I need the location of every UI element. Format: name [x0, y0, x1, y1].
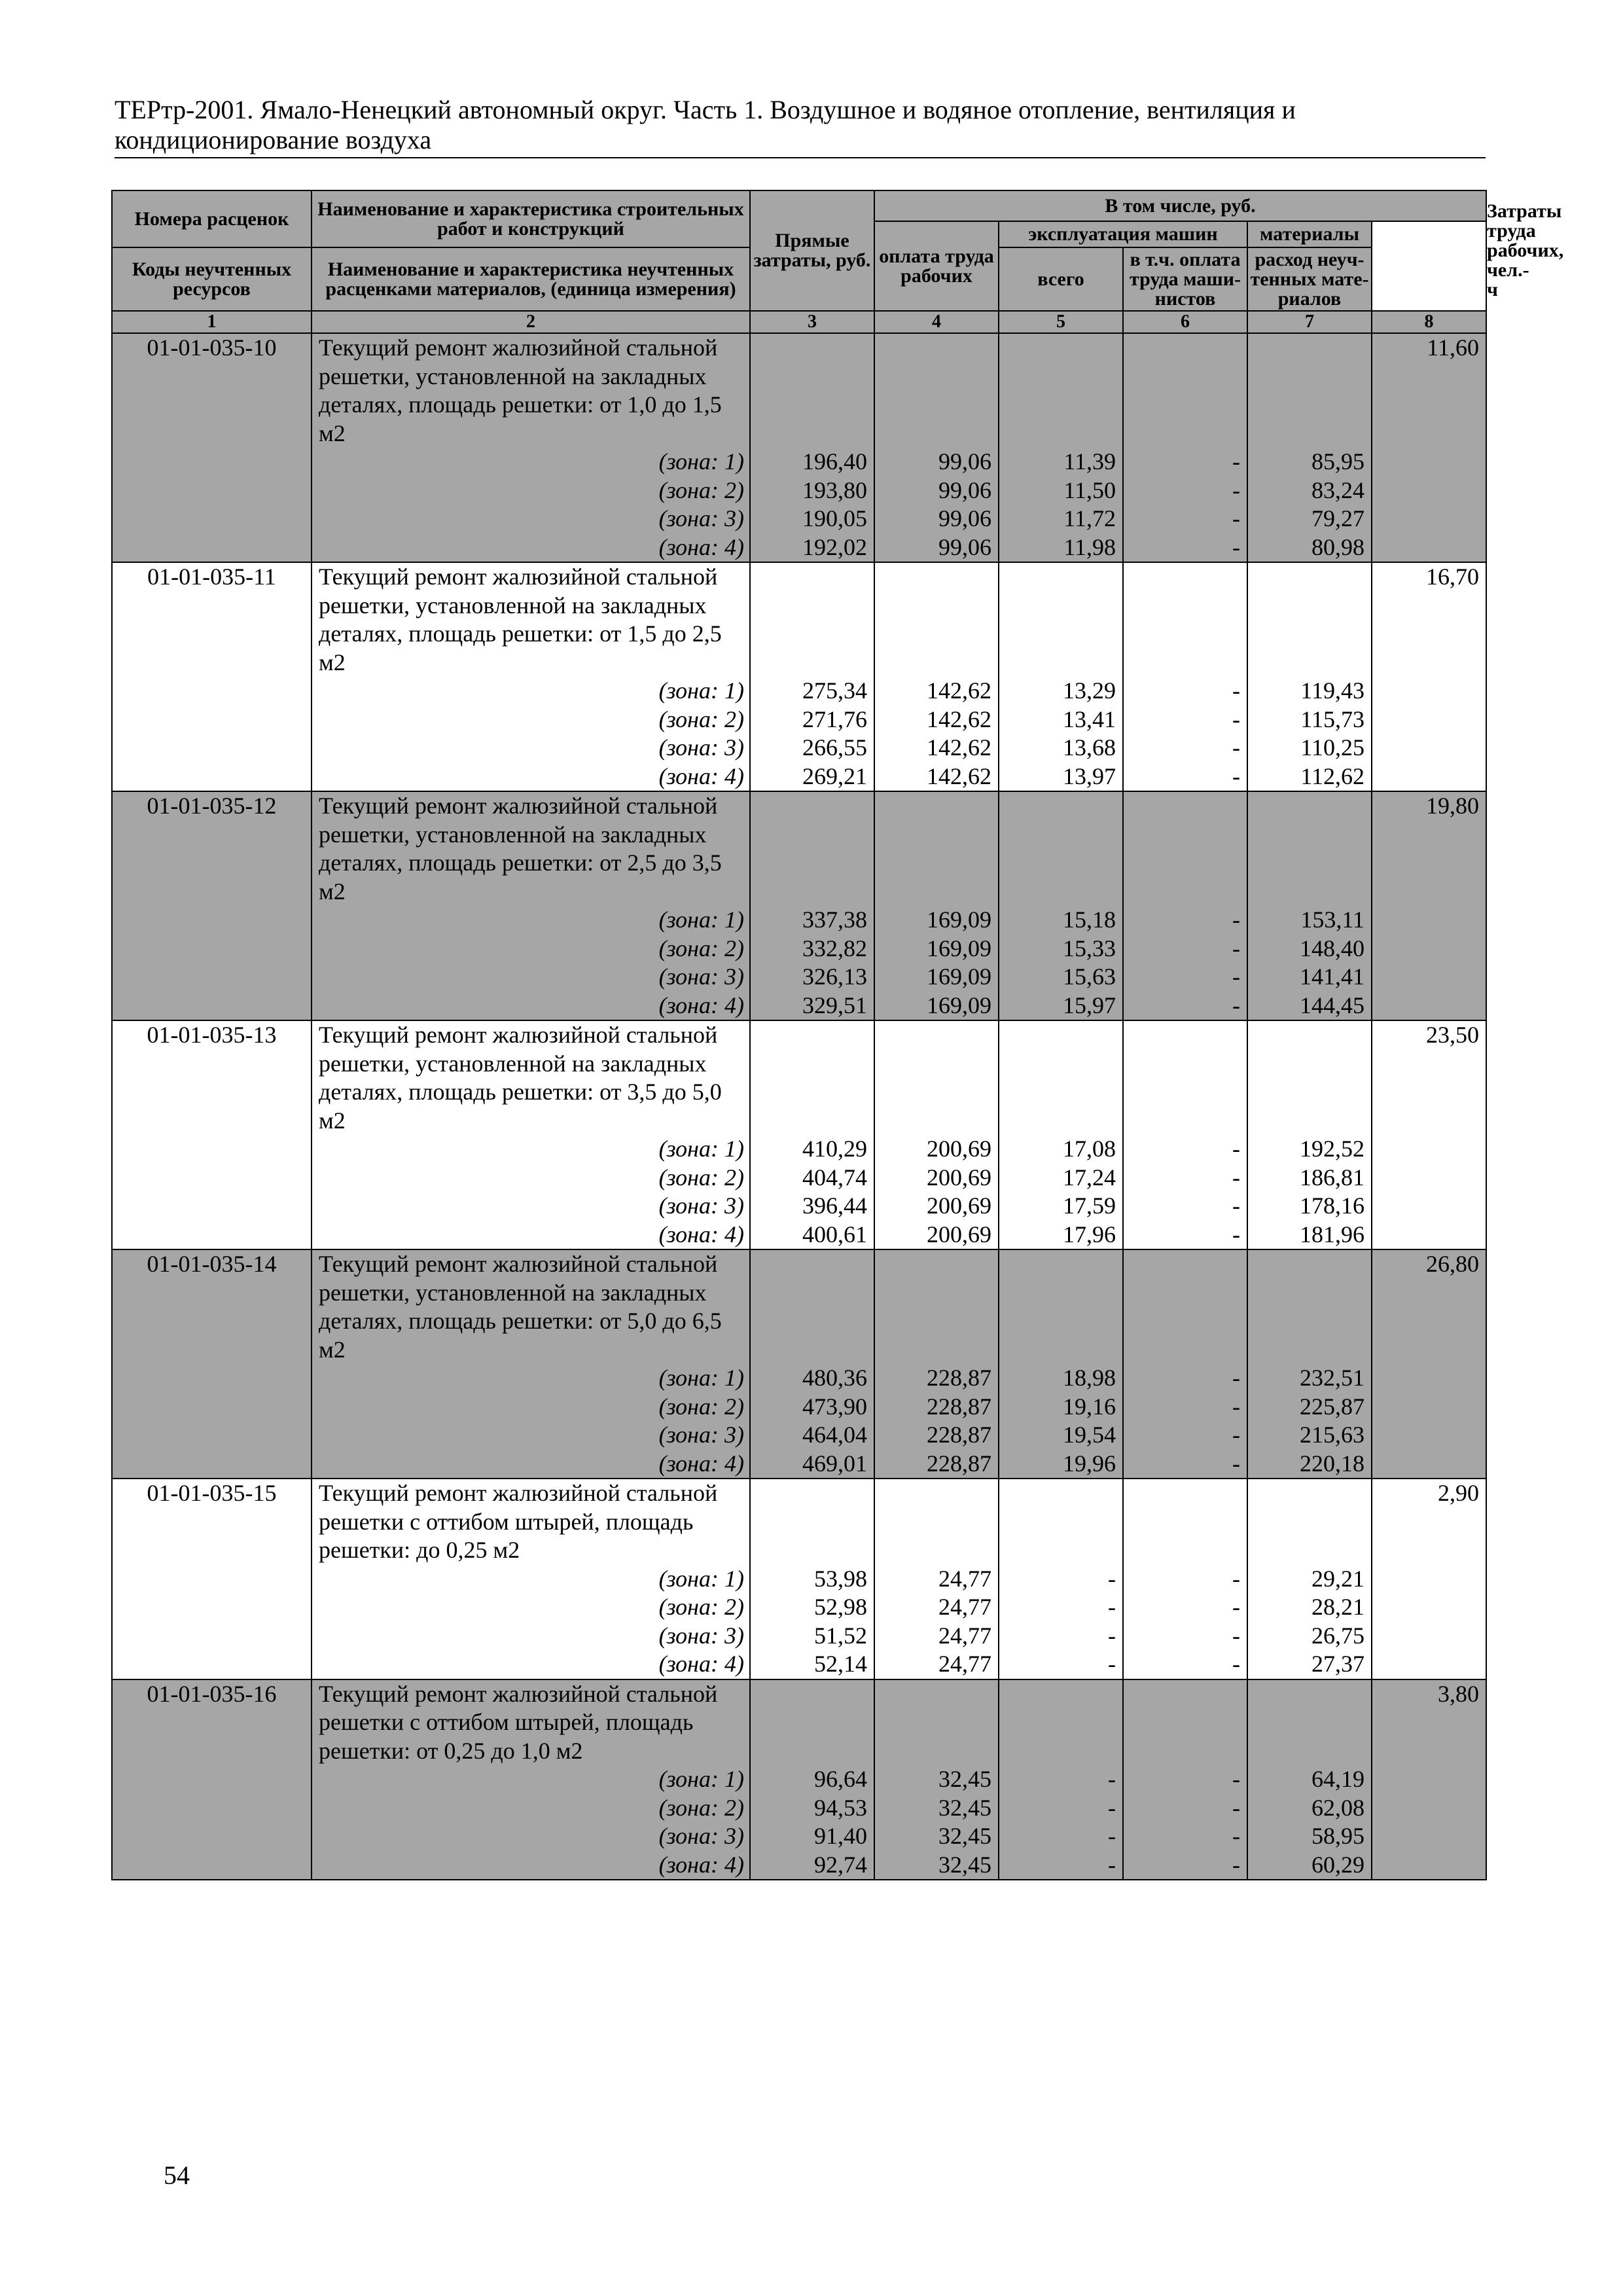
- name-spacer: [751, 1250, 867, 1364]
- zone-label: (зона: 4): [658, 1450, 744, 1477]
- zone-label: (зона: 1): [658, 448, 744, 475]
- value: -: [1108, 1565, 1116, 1592]
- value: -: [1232, 448, 1240, 475]
- value: 19,54: [1063, 1422, 1116, 1448]
- name-spacer: [999, 1250, 1116, 1364]
- value: 18,98: [1063, 1365, 1116, 1391]
- value: 17,08: [1063, 1136, 1116, 1162]
- value: -: [1232, 1651, 1240, 1677]
- rate-code: 01-01-035-11: [112, 562, 312, 791]
- name-spacer: [1124, 1250, 1240, 1364]
- name-spacer: [1124, 792, 1240, 906]
- value: 200,69: [927, 1193, 991, 1219]
- value: 92,74: [814, 1851, 867, 1878]
- rate-code: 01-01-035-14: [112, 1249, 312, 1479]
- machinist-pay-cell: [1123, 1479, 1247, 1679]
- value: 19,16: [1063, 1393, 1116, 1420]
- value: 96,64: [814, 1766, 867, 1792]
- value: 192,02: [802, 533, 867, 560]
- value: 112,62: [1300, 762, 1364, 789]
- value: 228,87: [927, 1450, 991, 1477]
- value: -: [1232, 1221, 1240, 1247]
- header-material-name: Наименование и характеристика неучтенных расценками материалов, (единица измерения): [312, 247, 750, 311]
- name-spacer: [1124, 563, 1240, 677]
- machines-cell: [999, 562, 1123, 791]
- name-spacer: [751, 792, 867, 906]
- value: 215,63: [1300, 1422, 1364, 1448]
- value: 186,81: [1300, 1164, 1364, 1191]
- name-spacer: [999, 1479, 1116, 1565]
- worker-pay-cell: [874, 1249, 999, 1479]
- value: 190,05: [802, 505, 867, 531]
- zone-label: (зона: 1): [658, 1365, 744, 1391]
- zone-label: (зона: 2): [658, 935, 744, 961]
- value: 11,50: [1063, 476, 1116, 503]
- value: 142,62: [927, 762, 991, 789]
- header-resource-codes: Коды неучтенных ресурсов: [112, 247, 312, 311]
- value: 220,18: [1300, 1450, 1364, 1477]
- value: 99,06: [938, 448, 991, 475]
- value: 80,98: [1311, 533, 1364, 560]
- header-worker-pay: оплата труда рабочих: [874, 221, 999, 311]
- machines-cell: [999, 1249, 1123, 1479]
- table-row: [112, 1020, 1486, 1249]
- zone-label: (зона: 1): [658, 906, 744, 933]
- name-spacer: [751, 1680, 867, 1766]
- value: 24,77: [938, 1565, 991, 1592]
- machines-cell: [999, 791, 1123, 1020]
- value: 15,97: [1063, 992, 1116, 1018]
- table-row: [112, 333, 1486, 562]
- name-spacer: [751, 334, 867, 448]
- value: 196,40: [802, 448, 867, 475]
- name-spacer: [1124, 1680, 1240, 1766]
- zone-label: (зона: 3): [658, 505, 744, 531]
- value: 17,96: [1063, 1221, 1116, 1247]
- direct-cost-cell: [750, 333, 874, 562]
- name-spacer: [1248, 1250, 1364, 1364]
- column-number: 8: [1372, 311, 1486, 333]
- value: -: [1108, 1766, 1116, 1792]
- value: -: [1232, 505, 1240, 531]
- worker-pay-cell: [874, 1479, 999, 1679]
- name-spacer: [999, 792, 1116, 906]
- value: 115,73: [1300, 706, 1364, 732]
- value: -: [1232, 906, 1240, 933]
- value: 144,45: [1300, 992, 1364, 1018]
- name-spacer: [1248, 1479, 1364, 1565]
- value: 169,09: [927, 963, 991, 990]
- labor-cost: 11,60: [1372, 333, 1486, 562]
- rate-code: 01-01-035-10: [112, 333, 312, 562]
- value: 181,96: [1300, 1221, 1364, 1247]
- value: 51,52: [814, 1622, 867, 1649]
- value: -: [1232, 1594, 1240, 1620]
- value: 94,53: [814, 1794, 867, 1821]
- direct-cost-cell: [750, 791, 874, 1020]
- value: 228,87: [927, 1393, 991, 1420]
- value: 148,40: [1300, 935, 1364, 961]
- zone-label: (зона: 2): [658, 1164, 744, 1191]
- value: 142,62: [927, 734, 991, 761]
- value: 58,95: [1311, 1823, 1364, 1849]
- name-spacer: [1248, 792, 1364, 906]
- direct-cost-cell: [750, 1479, 874, 1679]
- materials-cell: [1247, 333, 1372, 562]
- header-direct-costs: Прямые затраты, руб.: [750, 190, 874, 311]
- value: 29,21: [1311, 1565, 1364, 1592]
- rate-name-cell: [312, 333, 750, 562]
- zone-label: (зона: 4): [658, 762, 744, 789]
- value: 32,45: [938, 1794, 991, 1821]
- table-row: [112, 562, 1486, 791]
- value: 269,21: [802, 762, 867, 789]
- value: 83,24: [1311, 476, 1364, 503]
- value: 329,51: [802, 992, 867, 1018]
- name-spacer: [999, 563, 1116, 677]
- value: 228,87: [927, 1365, 991, 1391]
- name-spacer: [751, 1021, 867, 1135]
- zone-label: (зона: 4): [658, 533, 744, 560]
- value: 228,87: [927, 1422, 991, 1448]
- machinist-pay-cell: [1123, 333, 1247, 562]
- labor-cost: 16,70: [1372, 562, 1486, 791]
- value: 62,08: [1311, 1794, 1364, 1821]
- rate-name: Текущий ремонт жалюзийной стальной решетки с оттибом штырей, площадь решетки: до 0,25 м2: [319, 1480, 718, 1563]
- name-spacer: [875, 1479, 991, 1565]
- worker-pay-cell: [874, 333, 999, 562]
- value: 169,09: [927, 992, 991, 1018]
- name-spacer: [875, 334, 991, 448]
- value: -: [1232, 1794, 1240, 1821]
- labor-cost: 26,80: [1372, 1249, 1486, 1479]
- value: 200,69: [927, 1136, 991, 1162]
- worker-pay-cell: [874, 1679, 999, 1880]
- value: -: [1108, 1851, 1116, 1878]
- materials-cell: [1247, 791, 1372, 1020]
- value: 99,06: [938, 533, 991, 560]
- value: 99,06: [938, 476, 991, 503]
- value: 11,72: [1063, 505, 1116, 531]
- value: 153,11: [1300, 906, 1364, 933]
- zone-label: (зона: 3): [658, 1422, 744, 1448]
- name-spacer: [1248, 334, 1364, 448]
- labor-cost: 19,80: [1372, 791, 1486, 1020]
- header-unaccounted-materials: расход неуч-тенных мате-риалов: [1247, 247, 1372, 311]
- machines-cell: [999, 1679, 1123, 1880]
- value: 141,41: [1300, 963, 1364, 990]
- name-spacer: [875, 1250, 991, 1364]
- name-spacer: [999, 1021, 1116, 1135]
- machinist-pay-cell: [1123, 1020, 1247, 1249]
- name-spacer: [1124, 334, 1240, 448]
- value: 24,77: [938, 1651, 991, 1677]
- value: 15,63: [1063, 963, 1116, 990]
- value: 13,68: [1063, 734, 1116, 761]
- value: 110,25: [1300, 734, 1364, 761]
- value: -: [1108, 1622, 1116, 1649]
- header-work-name: Наименование и характеристика строительных работ и конструкций: [312, 190, 750, 247]
- value: -: [1232, 1766, 1240, 1792]
- value: 326,13: [802, 963, 867, 990]
- value: 27,37: [1311, 1651, 1364, 1677]
- value: 400,61: [802, 1221, 867, 1247]
- machinist-pay-cell: [1123, 1249, 1247, 1479]
- value: 32,45: [938, 1851, 991, 1878]
- materials-cell: [1247, 1679, 1372, 1880]
- direct-cost-cell: [750, 562, 874, 791]
- zone-label: (зона: 2): [658, 1393, 744, 1420]
- value: 142,62: [927, 677, 991, 704]
- value: -: [1232, 1393, 1240, 1420]
- column-number: 2: [312, 311, 750, 333]
- value: 60,29: [1311, 1851, 1364, 1878]
- value: 52,14: [814, 1651, 867, 1677]
- rate-name-cell: [312, 562, 750, 791]
- value: -: [1108, 1594, 1116, 1620]
- page-number: 54: [164, 2161, 190, 2190]
- value: 52,98: [814, 1594, 867, 1620]
- value: 19,96: [1063, 1450, 1116, 1477]
- labor-cost: 3,80: [1372, 1679, 1486, 1880]
- zone-label: (зона: 3): [658, 734, 744, 761]
- machinist-pay-cell: [1123, 562, 1247, 791]
- name-spacer: [1248, 1680, 1364, 1766]
- value: -: [1232, 935, 1240, 961]
- value: -: [1108, 1651, 1116, 1677]
- value: -: [1232, 1193, 1240, 1219]
- value: -: [1232, 1622, 1240, 1649]
- value: 178,16: [1300, 1193, 1364, 1219]
- value: 15,18: [1063, 906, 1116, 933]
- zone-label: (зона: 1): [658, 1766, 744, 1792]
- value: -: [1232, 1565, 1240, 1592]
- name-spacer: [999, 334, 1116, 448]
- name-spacer: [751, 1479, 867, 1565]
- value: -: [1232, 1365, 1240, 1391]
- machines-cell: [999, 1479, 1123, 1679]
- machinist-pay-cell: [1123, 1679, 1247, 1880]
- zone-label: (зона: 1): [658, 1565, 744, 1592]
- value: 32,45: [938, 1823, 991, 1849]
- name-spacer: [875, 1680, 991, 1766]
- value: 28,21: [1311, 1594, 1364, 1620]
- value: 169,09: [927, 935, 991, 961]
- value: 32,45: [938, 1766, 991, 1792]
- column-number: 1: [112, 311, 312, 333]
- value: 464,04: [802, 1422, 867, 1448]
- value: 200,69: [927, 1164, 991, 1191]
- value: 11,98: [1063, 533, 1116, 560]
- zone-label: (зона: 4): [658, 1851, 744, 1878]
- zone-label: (зона: 3): [658, 1622, 744, 1649]
- value: 192,52: [1300, 1136, 1364, 1162]
- name-spacer: [1124, 1021, 1240, 1135]
- labor-cost: 2,90: [1372, 1479, 1486, 1679]
- value: 91,40: [814, 1823, 867, 1849]
- value: -: [1232, 1823, 1240, 1849]
- zone-label: (зона: 4): [658, 992, 744, 1018]
- machines-cell: [999, 333, 1123, 562]
- value: -: [1108, 1794, 1116, 1821]
- header-machine-operation: эксплуатация машин: [999, 221, 1247, 247]
- value: 225,87: [1300, 1393, 1364, 1420]
- zone-label: (зона: 1): [658, 677, 744, 704]
- direct-cost-cell: [750, 1020, 874, 1249]
- table-row: [112, 1249, 1486, 1479]
- value: -: [1232, 762, 1240, 789]
- rates-table: [111, 190, 1564, 1880]
- value: 26,75: [1311, 1622, 1364, 1649]
- header-total: всего: [999, 247, 1123, 311]
- table-body: [112, 333, 1486, 1880]
- value: 232,51: [1300, 1365, 1364, 1391]
- value: -: [1232, 1450, 1240, 1477]
- value: 13,97: [1063, 762, 1116, 789]
- value: 15,33: [1063, 935, 1116, 961]
- name-spacer: [1248, 563, 1364, 677]
- value: -: [1232, 734, 1240, 761]
- value: 119,43: [1300, 677, 1364, 704]
- value: -: [1232, 992, 1240, 1018]
- value: 200,69: [927, 1221, 991, 1247]
- value: 271,76: [802, 706, 867, 732]
- direct-cost-cell: [750, 1679, 874, 1880]
- value: 396,44: [802, 1193, 867, 1219]
- rate-code: 01-01-035-15: [112, 1479, 312, 1679]
- rate-name: Текущий ремонт жалюзийной стальной решетки, установленной на закладных деталях, площадь решетки: от 2,5 до 3,5 м2: [319, 793, 722, 905]
- worker-pay-cell: [874, 1020, 999, 1249]
- value: -: [1232, 1164, 1240, 1191]
- zone-label: (зона: 2): [658, 1794, 744, 1821]
- value: 17,24: [1063, 1164, 1116, 1191]
- header-materials: материалы: [1247, 221, 1372, 247]
- value: -: [1108, 1823, 1116, 1849]
- value: 480,36: [802, 1365, 867, 1391]
- direct-cost-cell: [750, 1249, 874, 1479]
- name-spacer: [875, 1021, 991, 1135]
- value: 337,38: [802, 906, 867, 933]
- header-rate-numbers: Номера расценок: [112, 190, 312, 247]
- value: 275,34: [802, 677, 867, 704]
- value: 169,09: [927, 906, 991, 933]
- machines-cell: [999, 1020, 1123, 1249]
- table-row: [112, 1479, 1486, 1679]
- column-number: 5: [999, 311, 1123, 333]
- rate-code: 01-01-035-16: [112, 1679, 312, 1880]
- rate-code: 01-01-035-12: [112, 791, 312, 1020]
- value: -: [1232, 706, 1240, 732]
- rate-name-cell: [312, 1249, 750, 1479]
- name-spacer: [875, 792, 991, 906]
- value: 332,82: [802, 935, 867, 961]
- table-row: [112, 1679, 1486, 1880]
- name-spacer: [1248, 1021, 1364, 1135]
- name-spacer: [751, 563, 867, 677]
- zone-label: (зона: 2): [658, 476, 744, 503]
- value: -: [1232, 963, 1240, 990]
- value: 24,77: [938, 1594, 991, 1620]
- value: 266,55: [802, 734, 867, 761]
- value: 99,06: [938, 505, 991, 531]
- machinist-pay-cell: [1123, 791, 1247, 1020]
- rate-name-cell: [312, 791, 750, 1020]
- rate-name-cell: [312, 1679, 750, 1880]
- zone-label: (зона: 3): [658, 963, 744, 990]
- labor-cost: 23,50: [1372, 1020, 1486, 1249]
- value: -: [1232, 476, 1240, 503]
- value: 24,77: [938, 1622, 991, 1649]
- value: -: [1232, 533, 1240, 560]
- rate-name-cell: [312, 1020, 750, 1249]
- table-header: Номера расценок Наименование и характеристика строительных работ и конструкций Прямые затраты, руб. В том числе, руб. Затраты труда рабочих, чел.-ч оплата труда рабочих эксплуатация машин материалы Коды неучтенных ресурсов Наименование и характеристика неучтенных расценками материалов, (единица измерения) всего в т.ч. оплата труда маши-нистов расход неуч-тенных мате-риалов 1 2 3 4 5 6 7 8: [112, 190, 1486, 333]
- zone-label: (зона: 4): [658, 1221, 744, 1247]
- worker-pay-cell: [874, 791, 999, 1020]
- value: 13,41: [1063, 706, 1116, 732]
- value: 79,27: [1311, 505, 1364, 531]
- page-header: ТЕРтр-2001. Ямало-Ненецкий автономный округ. Часть 1. Воздушное и водяное отопление, вентиляция и кондиционирование воздуха: [115, 95, 1486, 158]
- zone-label: (зона: 3): [658, 1823, 744, 1849]
- rate-name: Текущий ремонт жалюзийной стальной решетки, установленной на закладных деталях, площадь решетки: от 3,5 до 5,0 м2: [319, 1022, 722, 1134]
- value: 469,01: [802, 1450, 867, 1477]
- rate-name: Текущий ремонт жалюзийной стальной решетки, установленной на закладных деталях, площадь решетки: от 5,0 до 6,5 м2: [319, 1251, 722, 1363]
- value: 53,98: [814, 1565, 867, 1592]
- column-number: 4: [874, 311, 999, 333]
- table-row: [112, 791, 1486, 1020]
- zone-label: (зона: 2): [658, 706, 744, 732]
- zone-label: (зона: 3): [658, 1193, 744, 1219]
- column-number: 3: [750, 311, 874, 333]
- zone-label: (зона: 2): [658, 1594, 744, 1620]
- header-machinist-pay: в т.ч. оплата труда маши-нистов: [1123, 247, 1247, 311]
- materials-cell: [1247, 562, 1372, 791]
- value: 404,74: [802, 1164, 867, 1191]
- value: 11,39: [1063, 448, 1116, 475]
- value: 85,95: [1311, 448, 1364, 475]
- rate-name-cell: [312, 1479, 750, 1679]
- column-number: 6: [1123, 311, 1247, 333]
- value: -: [1232, 1422, 1240, 1448]
- value: 473,90: [802, 1393, 867, 1420]
- zone-label: (зона: 4): [658, 1651, 744, 1677]
- zone-label: (зона: 1): [658, 1136, 744, 1162]
- rate-name: Текущий ремонт жалюзийной стальной решетки, установленной на закладных деталях, площадь решетки: от 1,0 до 1,5 м2: [319, 334, 722, 446]
- name-spacer: [875, 563, 991, 677]
- column-number: 7: [1247, 311, 1372, 333]
- value: 142,62: [927, 706, 991, 732]
- value: 410,29: [802, 1136, 867, 1162]
- header-including: В том числе, руб.: [874, 190, 1486, 221]
- value: 13,29: [1063, 677, 1116, 704]
- worker-pay-cell: [874, 562, 999, 791]
- value: 193,80: [802, 476, 867, 503]
- name-spacer: [1124, 1479, 1240, 1565]
- value: 17,59: [1063, 1193, 1116, 1219]
- rate-name: Текущий ремонт жалюзийной стальной решетки, установленной на закладных деталях, площадь решетки: от 1,5 до 2,5 м2: [319, 564, 722, 675]
- rate-code: 01-01-035-13: [112, 1020, 312, 1249]
- name-spacer: [999, 1680, 1116, 1766]
- value: -: [1232, 1136, 1240, 1162]
- rate-name: Текущий ремонт жалюзийной стальной решетки с оттибом штырей, площадь решетки: от 0,25 до 1,0 м2: [319, 1680, 718, 1764]
- materials-cell: [1247, 1020, 1372, 1249]
- materials-cell: [1247, 1479, 1372, 1679]
- value: 64,19: [1311, 1766, 1364, 1792]
- value: -: [1232, 677, 1240, 704]
- materials-cell: [1247, 1249, 1372, 1479]
- value: -: [1232, 1851, 1240, 1878]
